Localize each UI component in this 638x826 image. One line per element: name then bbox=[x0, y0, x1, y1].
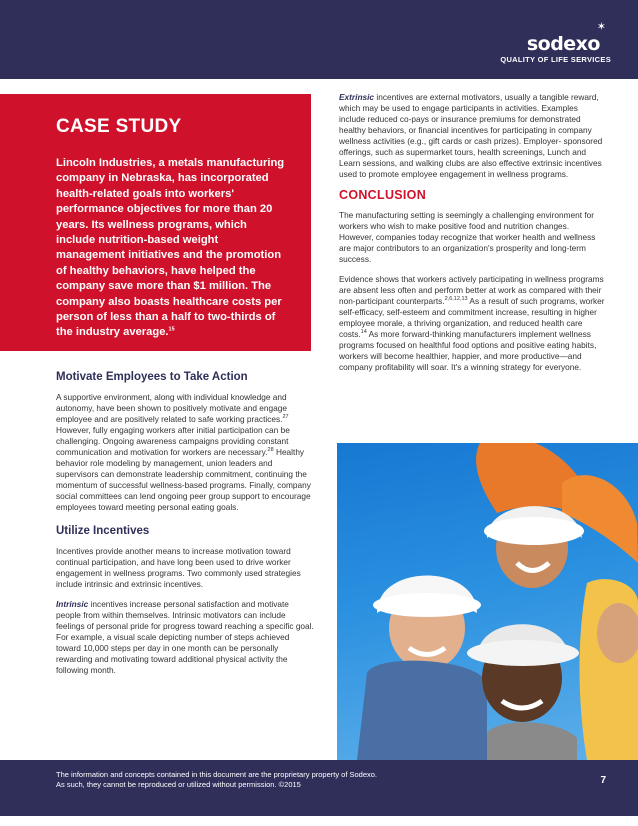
intrinsic-text: incentives increase personal satisfaction and motivate people from within themselves. Intrinsic motivators can include feelings of personal pride for progress toward reaching a specific goal. For example, a visual scale depicting number of steps achieved toward 10,000 steps per day in one month can be personally rewarding and motivating toward additional physical activity the following month. bbox=[56, 599, 314, 675]
motivate-text-a: A supportive environment, along with individual knowledge and autonomy, have been shown to positively motivate and engage employee and are positively related to safe working practices. bbox=[56, 392, 287, 424]
motivate-ref-1: 27 bbox=[282, 414, 289, 421]
workers-photo bbox=[337, 443, 638, 760]
motivate-heading: Motivate Employees to Take Action bbox=[56, 371, 248, 383]
conclusion-text-a: Evidence shows that workers actively participating in wellness programs are absent less often and perform better at work as compared with their non-participant counterparts. bbox=[339, 274, 604, 306]
footer-disclaimer bbox=[56, 770, 536, 790]
logo-tagline: QUALITY OF LIFE SERVICES bbox=[500, 55, 611, 64]
conclusion-paragraph-1: The manufacturing setting is seemingly a challenging environment for workers who wish to make positive food and nutrition changes. However, companies today recognize that worker health and wellness are major contributors to an organization's prosperity and long-term success. bbox=[339, 210, 596, 264]
intrinsic-lead: Intrinsic bbox=[56, 599, 89, 609]
right-column bbox=[339, 92, 605, 382]
motivate-paragraph bbox=[56, 392, 316, 513]
page-header bbox=[0, 0, 638, 79]
incentives-paragraph: Incentives provide another means to increase motivation toward continual participation, and have long been used to drive worker engagement in wellness programs. Two commonly used strategies include intrinsic and extrinsic incentives. bbox=[56, 546, 301, 589]
extrinsic-paragraph bbox=[339, 92, 605, 180]
intrinsic-paragraph bbox=[56, 599, 316, 676]
case-study-ref: 15 bbox=[168, 326, 175, 333]
case-study-box bbox=[0, 94, 311, 351]
case-study-text: Lincoln Industries, a metals manufacturing company in Nebraska, has incorporated health-related goals into workers' performance objectives for more than 20 years. Its wellness programs, which include nutrition-based weight management initiatives and the promotion of healthy behaviors, have helped the company save more than $1 million. The company also boasts healthcare costs per person of less than a half to two-thirds of the industry average. bbox=[56, 157, 285, 339]
footer-line-2: As such, they cannot be reproduced or utilized without permission. ©2015 bbox=[56, 780, 301, 789]
page-footer bbox=[0, 760, 638, 816]
extrinsic-lead: Extrinsic bbox=[339, 92, 375, 102]
footer-line-1: The information and concepts contained in this document are the proprietary property of Sodexo. bbox=[56, 770, 378, 779]
case-study-title: CASE STUDY bbox=[56, 116, 182, 137]
motivate-text-c: Healthy behavior role modeling by management, union leaders and supervisors can demonstrate leadership commitment, continuing the momentum of successful wellness-based programs. Finally, company social committees can lend ongoing peer group support to encourage employees toward meeting personal eating goals. bbox=[56, 447, 311, 512]
case-study-body bbox=[56, 156, 289, 341]
conclusion-text-c: As more forward-thinking manufacturers implement wellness programs focused on healthful food options and positive eating habits, workers will become healthier, happier, and more productive—and company profitability will soar. It's a winning strategy for everyone. bbox=[339, 329, 597, 372]
conclusion-heading: CONCLUSION bbox=[339, 188, 427, 202]
conclusion-text-b: As a result of such programs, worker self-efficacy, self-esteem and commitment increase, resulting in higher employee morale, a thriving organization, and reduced health care costs. bbox=[339, 296, 605, 339]
motivate-text-b: However, fully engaging workers after initial participation can be challenging. Ongoing awareness campaigns providing constant communication and motivation for workers are necessary. bbox=[56, 425, 290, 457]
page-number: 7 bbox=[600, 775, 606, 786]
conclusion-ref-1: 2,6,12,13 bbox=[444, 296, 468, 303]
logo-star-icon: ✶ bbox=[596, 21, 606, 33]
incentives-heading: Utilize Incentives bbox=[56, 525, 150, 537]
conclusion-paragraph-2 bbox=[339, 274, 605, 373]
workers-illustration bbox=[337, 443, 638, 760]
sodexo-logo: sodexo bbox=[526, 33, 600, 55]
motivate-ref-2: 28 bbox=[267, 447, 274, 454]
conclusion-ref-2: 14 bbox=[360, 329, 367, 336]
extrinsic-text: incentives are external motivators, usually a tangible reward, which may be used to engage participants in activities. Examples include reduced co-pays or insurance premiums for demonstrated healthy behaviors, or financial incentives for participating in company wellness activities (e.g., gift cards or cash prizes). Employer- sponsored offerings, such as supermarket tours, health screenings, Lunch and Learn sessions, and walking clubs are also effective extrinsic incentives used to promote employee engagement in wellness programs. bbox=[339, 92, 603, 179]
left-column bbox=[56, 372, 316, 685]
